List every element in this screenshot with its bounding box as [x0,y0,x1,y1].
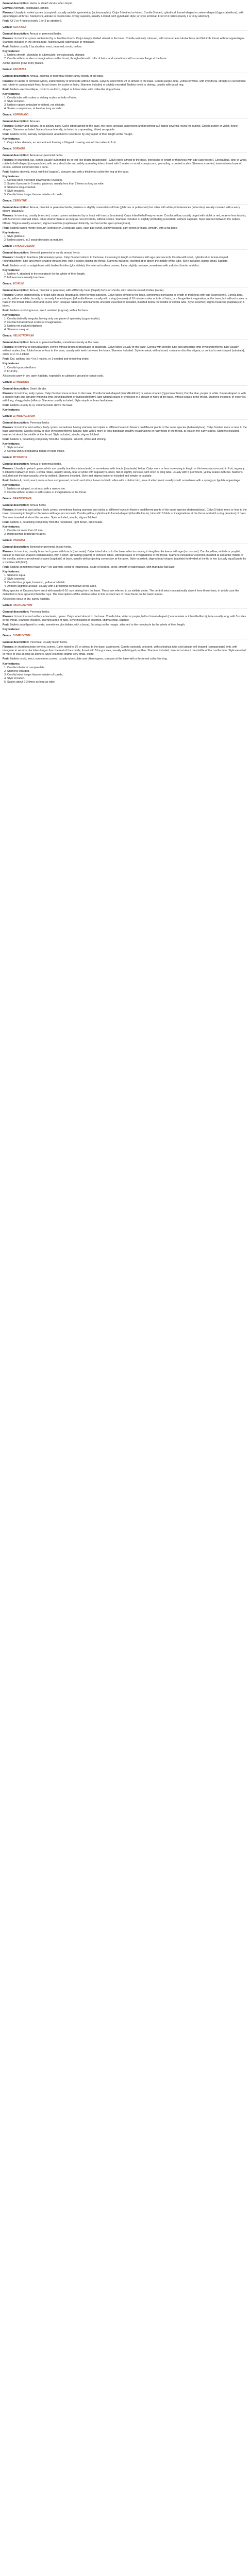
genus-title: Genus: ALKANNA [3,26,26,29]
key-feature-item: 1. Calyx lobes dentate, accrescent and forming a 2-lipped covering around the nutlets in fruit. [7,141,247,145]
genus-fruit: Fruit: Nutlets erect to oblique, ovoid to reniform, ridged or tuberculate, with collar-like ring at base. [3,88,121,91]
genus-title: Genus: ANCHUSA [3,68,27,72]
genus-general: General description: Dwarf shrubs. [3,387,47,391]
key-feature-item: 1. Corolla distinctly irregular, having only one plane of symmetry (zygomorphic). [7,317,247,321]
key-feature-item: 4. Scales conspicuous, at least as long as wide. [7,107,247,111]
key-features: Key features: 1. Nutlets smooth, glandular to tuberculate, conspicuously stipitate. 2. Corolla without scales or invaginations in the throat, though often with tufts of hairs, and sometimes with a narrow flange at the base. [3,50,247,61]
genus-flowers: Flowers: In terminal cymes subtended by or leaf-like bracts. Calyx deeply divided almost to the base. Corolla variously coloured, with more or less tubular base and flat limb; throat without appendages. Stamens included in the corolla tube. Nutlets ovoid, tuberculate or reticulate. [3,37,245,44]
genus-title: Genus: PARACARYUM [3,604,32,607]
genus-block-onosma [3,539,247,601]
key-features-list [3,179,247,197]
key-feature-item: 2. Corolla throat without scales or invaginations. [7,321,247,325]
genus-fruit: Fruit: Nutlets usually 2 by abortion, erect, incurved, ovoid; hollow. [3,45,82,49]
key-feature-item: 1. Corolla hypocrateriform. [7,366,247,370]
genus-note-2: All species occur in dry, sunny habitats. [3,598,51,601]
key-features-list [3,235,247,242]
key-feature-item: 2. Scales if present in 5 series, glabrous, usually less than 2 times as long as wide. [7,182,247,186]
key-features-list [3,96,247,111]
genus-flowers: Flowers: In terminal and axillary, leafy cymes, sometimes having stamens and styles at different levels in flowers on different plants of the same species (heterostylous). Calyx 5-lobed more or less to the base, increasing in length or thickness with age (accrescent). Corolla yellow, cylindrical to funnel-shaped (infundibuliform), tube with 5 folds or invaginations at the throat and with a ring (annulus) of hairs. Stamens inserted at about the annulus. Style included, simple; stigma 2-lobed. [3,509,247,519]
genus-fruit: Fruit: Nutlets ovoid, laterally compressed, attached to receptacle by only a part of their length at the margin. [3,132,133,136]
genus-title: Genus: ECHIUM [3,282,24,285]
key-feature-item: 1. Nutlets smooth, glandular to tuberculate, conspicuously stipitate. [7,54,247,57]
genus-title: Genus: CERINTHE [3,199,27,203]
genus-block-lithodora [3,381,247,412]
genus-flowers: Flowers: In terminal and axillary, ebracteate, cymes. Calyx lobed almost to the base. Corolla blue, violet or purple, bell or funnel-shaped (campanulate or infundibuliform), tube usually long, with 5 scales in the throat. Stamens included, inserted at top of tube. Style included or exserted, stigma small, capitate. [3,615,246,622]
genus-flowers: Flowers: In lateral or terminal cymes, subtended by or bracteate without bracts. Calyx 5-lobed from 1/3 to almost to the base. Corolla purple, blue, yellow or white, with cylindrical, straight or curved tube and rotate to campanulate limb; throat closed by scales or hairy. Stamens included or slightly exserted. Nutlets ovoid to oblong, usually with basal ring. [3,79,246,87]
key-features: Key features: 1. Nutlets not winged, or at most with a narrow rim. 2. Corolla without scales or with scales or invaginations in the throat. [3,484,247,495]
genus-block-heliotropium [3,334,247,378]
genus-title: Genus: NEATOSTEMA [3,497,32,501]
divider [3,339,247,340]
genus-block-anchusa [3,68,247,110]
key-feature-item: 3. Corolla blue, purple, brownish, yellow or whitish. [7,581,247,585]
genus-flowers: Flowers: In branched, lax, cymes usually subtended by or leaf-like bracts (bracteolate). Calyx lobed almost to the base, increasing in length or thickness with age (accrescent). Corolla blue, pink or white, rotate to bell-shaped (campanulate), with very short tube and widely spreading lobes; throat with 5 scales or small, conspicuous, protruding, exserted scales. Stamens exserted, inserted near base of corolla, anthers connivent into a cone. [3,159,247,170]
key-feature-item: 2. Style exserted. [7,578,247,581]
key-feature-item: 2. Style included. [7,100,247,104]
genus-block-paracaryum [3,604,247,632]
key-feature-item: 5. Corolla lobes longer than remainder of corolla. [7,193,247,197]
genus-block-neatostema [3,497,247,536]
genus-note: All species grow in dry, open habitats, especially in cultivated ground or sandy soils. [3,374,104,378]
key-features: Key features: [3,408,20,412]
key-feature-item: 1. Style included. [7,446,247,450]
key-feature-item: 1. Corolla tubular to campanulate. [7,666,247,670]
genus-block-borago [3,147,247,197]
genus-fruit: Fruit: Nutlets ovoid, erect, sometimes curved, usually tuberculate and often rugose, concave at the base with a thickened collar-like ring. [3,657,168,661]
genus-block-symphytum [3,634,247,684]
key-features: Key features: 1. Nutlets 4, attached to the receptacle for the whole of their length. 2. Inflorescence usually bractless. [3,269,247,280]
key-feature-item: 2. Corolla with 5 longitudinal bands of hairs inside. [7,450,247,453]
genus-flowers: Flowers: In terminal, usually branched, curved cymes subtended by or bract with bracts (bracteate). Calyx lobed to half-way or more. Corolla yellow, usually tinged with violet or red, more or less tubular, with 5 erect or recurved lobes, lobes shorter than or as long as rest of corolla, without scales. Stamens included or slightly protruding (exserted); anthers sagittate. Style inserted between the nutlets, filiform. Stigma usually exserted; stigma head-like (capitate) or distinctly notched at the apex (emarginate). [3,214,246,225]
key-features: Key features: 1. Corolla lobes not rolled downwards (revolute). 2. Scales if present in 5 series, glabrous, usually less than 2 times as long as wide. 3. Stamens long-exserted. 4. Style included. 5. Corolla lobes longer than remainder of corolla. [3,175,247,197]
key-features-list [3,273,247,280]
key-feature-item: 2. Corolla without scales or with scales or invaginations in the throat. [7,491,247,495]
key-features: Key features: 1. Calyx lobes dentate, accrescent and forming a 2-lipped covering around the nutlets in fruit. [3,138,247,145]
key-feature-item: 1. Corolla tube with scales or oblong scales, or tufts of hairs. [7,96,247,100]
intro-fruit: Fruit: Of 2 or 4 nutlets (rarely 1 or 3 by abortion). [3,20,62,23]
genus-block-lithospermum [3,415,247,453]
genus-title: Genus: ONOSMA [3,538,25,542]
genus-flowers: Flowers: Usually in bractless (ebracteate) cymes. Calyx 5-lobed almost to the base, increasing in length or thickness with age (accrescent). Corolla with short, cylindrical or funnel-shaped (infundibuliform) tube and wheel-shaped (rotate) limb, with 5 scales closing the throat. Stamens included, inserted at or above the middle of the tube. Style included, stigma small, capitate. [3,256,228,263]
genus-general: General description: Annual or perennial herbs. [3,463,62,466]
key-feature-item: 1. Corolla not more than 10 mm. [7,529,247,533]
key-feature-item: 1. Style glabrous. [7,235,247,239]
key-features-list [3,366,247,374]
genus-title: Genus: BORAGO [3,147,25,150]
genus-general: General description: Perennial herbs. [3,421,50,425]
genus-flowers: Flowers: Usually in paired cymes which are usually bractless (ebracteate) or sometimes with bracts (bracteate) below. Calyx more or less increasing in length or thickness (accrescent) in fruit, regularly 5-lobed to halfway or more. Corolla rotate, usually slowly, blue or white with regularly 5-lobed, flat or slightly concave, with short or long tube, usually with 5 prominent, yellow scales in throat. Stamens included and the tube usually; shortly stalked. Stamens included. Style and stigma inside or included and simple or capitate. [3,467,245,478]
genus-flowers: Flowers: Cymes subtended by or bract with bracts (bracteate), often forming panicles. Calyx lobed almost to the base, sometimes increasing in length or thickness with age (accrescent). Corolla blue, purple, yellow or white, broadly to narrowly funnel-shaped (infundibuliform), usually with a ring (annulus) of 10 minute scales or tufts of hairs, or a flange-like invagination, at the base, but without scales or hairs in the throat; lobes short and round, often unequal. Stamens with filaments unequal, exserted or included, inserted below the middle of corolla tube. Style exserted; stigma head-like (capitate) or 2-lobed. [3,293,247,308]
genus-general: General description: Annual or perennial herbs. [3,32,62,36]
genus-title: Genus: CYNOGLOSSUM [3,244,35,248]
genus-general: General description: Perennial, usually hispid herbs. [3,641,68,645]
genera-list [3,26,247,684]
key-feature-item: 1. Nutlets not winged, or at most with a narrow rim. [7,487,247,491]
key-features-list [3,529,247,536]
genus-title: Genus: LITHOSPERMUM [3,414,35,418]
key-feature-item: 2. Inflorescence bracteate to apex. [7,533,247,536]
key-features: Key features: 1. Style included. 2. Corolla with 5 longitudinal bands of hairs inside. [3,443,247,453]
divider [3,204,247,205]
divider [3,249,247,250]
genus-fruit: Fruit: Nutlets ovoid to subglobose, with barbed bristles (glochidiate), the external surface convex, flat or slightly concave, sometimes with a distinct border and disc. [3,264,201,267]
genus-flowers: Flowers: In terminal, usually branched cymes with bracts (bracteate). Calyx lobed almost to the base, often increasing in length or thickness with age (accrescent). Corolla yellow, whitish or purplish, tubular to club-like-shaped (campanulate), with 5 short, spreading (patent) or deflexed lobes, without scales or invaginations in the throat. Stamens included or exserted, inserted at about the middle of the corolla; anthers arrowhead-shaped (sagittate) at base, usually with projecting connective at the apex. Style exserted; stigma head-shaped (capitate) to divided at the tip in two (usually equal) parts by a median cleft (bifid). [3,550,246,564]
genus-flowers: Flowers: Solitary and axillary, or in axillary pairs. Calyx lobed almost to the base, the lobes unequal, accrescent and becoming a 2-lipped covering round the nutlets. Corolla purple or violet, funnel-shaped. Stamens included. Nutlets borne laterally, included in a spreading, ribbed receptacle. [3,124,239,131]
intro-leaves: Leaves: Alternate, exstipulate, simple. [3,7,49,10]
genus-flowers: Flowers: In terminal, leafy cymes. Calyx 5-lobed more or less to the base. Corolla funnel-shaped (infundibuliform) or salver-shaped (hypocrateriform); Corolla blue, purple or white, funnel-shaped or with a slender tube and abruptly widening limb (infundibuliform or hypocrateriform) tube without scales or enclosed in a sheath of hairs at the base, without scales in the throat. Stamens included, or exserted, with long, shaggy hairs (villous). Stamens usually included. Style simple or branched above. [3,392,246,402]
divider [3,419,247,420]
genus-general: General description: Biennial, perennial or rarely annual herbs. [3,251,81,255]
key-feature-item: 2. Corolla without scales or invaginations in the throat, though often with tufts of hairs, and sometimes with a narrow flange at the base. [7,57,247,61]
key-feature-item: 3. Stamens long-exserted. [7,186,247,190]
key-feature-item: 3. Nutlets not stalked (stipitate). [7,325,247,328]
key-feature-item: 3. Nutlets rugose, reticulate or ribbed, not stipitate. [7,104,247,107]
key-features-list [3,446,247,453]
genus-note: All the species grow in dry places. [3,62,44,65]
key-feature-item: 1. Stamens equal. [7,574,247,578]
key-feature-item: 4. Stamens unequal. [7,328,247,332]
genus-title: Genus: MYOSOTIS [3,456,27,460]
key-features: Key features: 1. Corolla hypocrateriform. 2. Fruit dry. [3,362,247,373]
key-features: Key features: 1. Corolla distinctly irregular, having only one plane of symmetry (zygomorphic). 2. Corolla throat without scales or invaginations. 3. Nutlets not stalked (stipitate). 4. Stamens unequal. [3,314,247,332]
genus-flowers: Flowers: In terminal or pseudoaxillary, cymes without bracts (ebracteate) or bracteate. Calyx lobed usually to the base. Corolla with slender tube and spreading limb (hypocrateriform), tube usually without scales, limb folded more or less to the base, usually with teeth between the lobes. Stamens included. Style terminal, with a broad, conical or disc-like stigma, or conical to awl-shaped (subulate); entire or 2- to 4-lobed. [3,346,245,357]
genus-fruit: Fruit: Nutlets 4, ovoid, erect, more or less compressed, smooth and shiny, brown to black; often with a distinct rim, area of attachment usually small, sometimes with a spongy or ligulate appendage. [3,479,241,483]
genus-general: General description: Biennial or perennial, hispid herbs. [3,545,72,549]
key-feature-item: 4. Style included. [7,677,247,681]
genus-fruit: Fruit: Nutlets 4, detaching completely from the receptacle, light brown, tuberculate. [3,520,103,524]
key-features: Key features: 1. Style glabrous. 2. Nutlets paired, in 2 separable pairs at maturity. [3,231,247,242]
genus-title: Genus: ASPERUGO [3,113,29,116]
genus-general: General description: Annual, biennial or perennial, with stiff bristly hairs (hispid) herbs or shrubs, with tubercle-based bristles (setae). [3,289,164,292]
genus-title: Genus: SYMPHYTUM [3,634,30,638]
document-page [0,0,250,690]
genus-flowers: Flowers: In short bracteate terminal cymes. Calyx lobed to 1/2 or almost to the base, accrescent. Corolla variously coloured, with cylindrical tube and tubular-bell-shaped (campanulate) limb, with triangular to semicircular lobes longer than the rest of the corolla; throat with 5 long scales, usually with fringed papillae. Stamens included, inserted at about the middle of the corolla tube. Style exserted or more or less as long as anthers. Style exserted; stigma very small, entire. [3,646,246,656]
genus-general: General description: Annuals. [3,120,41,123]
intro-description: General description: Herbs or dwarf shrubs; often hispid. [3,2,73,5]
genus-fruit: Fruit: Nutlets 4, detaching completely from the receptacle, smooth, white and shining. [3,437,107,441]
key-features: Key features: [3,628,20,632]
key-features-list [3,54,247,61]
genus-title: Genus: HELIOTROPIUM [3,334,34,338]
key-feature-item: 4. Style included. [7,190,247,193]
divider [3,608,247,609]
key-features-list [3,666,247,684]
key-features: Key features: 1. Corolla not more than 10 mm. 2. Inflorescence bracteate to apex. [3,526,247,536]
genus-block-alkanna [3,26,247,65]
key-features-list [3,317,247,332]
genus-block-echium [3,282,247,332]
key-feature-item: 1. Nutlets 4, attached to the receptacle for the whole of their length. [7,273,247,276]
key-features: Key features: 1. Corolla tubular to campanulate. 2. Stamens included. 3. Corolla lobes longer than remainder of corolla. 4. Style included. 5. Scales about 2-3 times as long as wide. [3,663,247,684]
genus-note: Many species of Onosma have erect with usually 6-10 rays arising from the base. These are referred to as stellate setae. The central seta is occasionally absent from these hairs, in which case the distinction is less apparent than the rays. The descriptions of the stellate setae in this account are of those found on the lower leaves. [3,589,239,597]
genus-fruit: Fruit: Nutlets obovoid, erect, wrinkled (rugose), concave and with a thickened collar-like ring at the base. [3,171,129,174]
genus-general: General description: Annual, biennial or perennial herbs, hairless or slightly covered in soft hair (glabrous or pubescent) but often with white protuberances (tubercles), usually covered with a waxy bloom (glaucous). [3,206,240,213]
key-features: Key features: 1. Corolla tube with scales or oblong scales, or tufts of hairs. 2. Style included. 3. Nutlets rugose, reticulate or ribbed, not stipitate. 4. Scales conspicuous, at least as long as wide. [3,93,247,111]
key-feature-item: 2. Nutlets paired, in 2 separable pairs at maturity. [7,239,247,242]
genus-general: General description: Annual, biennial or perennial herbs; rarely woody at the base. [3,75,104,78]
intro-flowers: Flowers: Usually in coiled cymes (scorpioid); usually radially symmetrical (actinomorphic). Calyx 5-toothed or-lobed. Corolla 5-lobed, cylindrical, funnel-shaped or salver-shaped (hypocrateriform), with appendages at throat. Stamens 5, adnate to corolla tube. Ovary superior, usually 4-lobed, with gynobasic style; or style terminal. Fruit of 4 nutlets (rarely 1 or 3 by abortion). [3,11,244,19]
genus-fruit: Fruit: Nutlets sometimes fewer than 4 by abortion, ovoid or triqueteous, acute or beaked, erect, smooth or tuberculate, with triangular flat base. [3,565,176,569]
divider [3,385,247,386]
key-features-list [3,574,247,588]
genus-general: General description: Perennial herbs. [3,611,50,614]
key-features-list [3,141,247,145]
genus-flowers: Flowers: In terminal and axillary, leafy cymes, sometimes having stamens and styles at different levels in flowers on different plants of the same species (heterostylous). Calyx 5-lobed more or less to the base accrescent. Corolla yellow or blue (hypocrateriform), tubular, tube with 5 more or less glandular stealthy invaginations or hairy folds in the throat, at least in the early stages. Stamens included, inserted at about the middle of the throat. Style included, simple; stigma 2-lobed. [3,426,247,436]
key-feature-item: 4. Anthers sagittate at base, usually with a projecting connective at the apex. [7,585,247,588]
genus-block-asperugo [3,113,247,145]
genus-fruit: Fruit: Nutlets subellipsoid to ovate, sometimes glochidiate, with a broad, flat wing on the margin, attached to the receptacle by the whole of their length. [3,623,186,627]
divider [3,30,247,31]
key-feature-item: 2. Stamens included. [7,670,247,673]
genus-general: General description: Annual or perennial herbs, sometimes woody at the base. [3,341,99,345]
genus-fruit: Fruit: Nutlets ovoid-trigonous, erect, wrinkled (rugose), with a flat base. [3,309,89,313]
key-feature-item: 2. Fruit dry. [7,370,247,374]
genus-fruit: Fruit: Nutlets usually 1(-2), circumscissile above the base. [3,403,73,407]
genus-title: Genus: LITHODORA [3,380,29,384]
key-feature-item: 5. Scales about 2-3 times as long as wide. [7,681,247,684]
key-feature-item: 2. Inflorescence usually bractless. [7,276,247,280]
key-features-list [3,487,247,495]
family-intro [3,2,247,23]
genus-block-cynoglossum [3,245,247,280]
genus-general: General description: Annuals or perennial herbs. [3,154,63,157]
genus-block-cerinthe [3,199,247,242]
key-features: Key features: 1. Stamens equal. 2. Style exserted. 3. Corolla blue, purple, brownish, yellow or whitish. 4. Anthers sagittate at base, usually with a projecting connective at the apex. [3,570,247,588]
key-feature-item: 3. Corolla lobes longer than remainder of corolla. [7,673,247,677]
genus-fruit: Fruit: Dry, splitting into 4 or 2 nutlets, or 1-seeded and remaining entire. [3,358,90,361]
key-feature-item: 1. Corolla lobes not rolled downwards (revolute). [7,179,247,182]
genus-fruit: Fruit: Nutlets paired merge in rough (connate) in 2 separate pairs, each pair ovoid, slightly beaked, dark brown or black, smooth, with a flat base. [3,226,178,230]
genus-block-myosotis [3,456,247,495]
genus-general: General description: Annual herbs. [3,504,47,507]
